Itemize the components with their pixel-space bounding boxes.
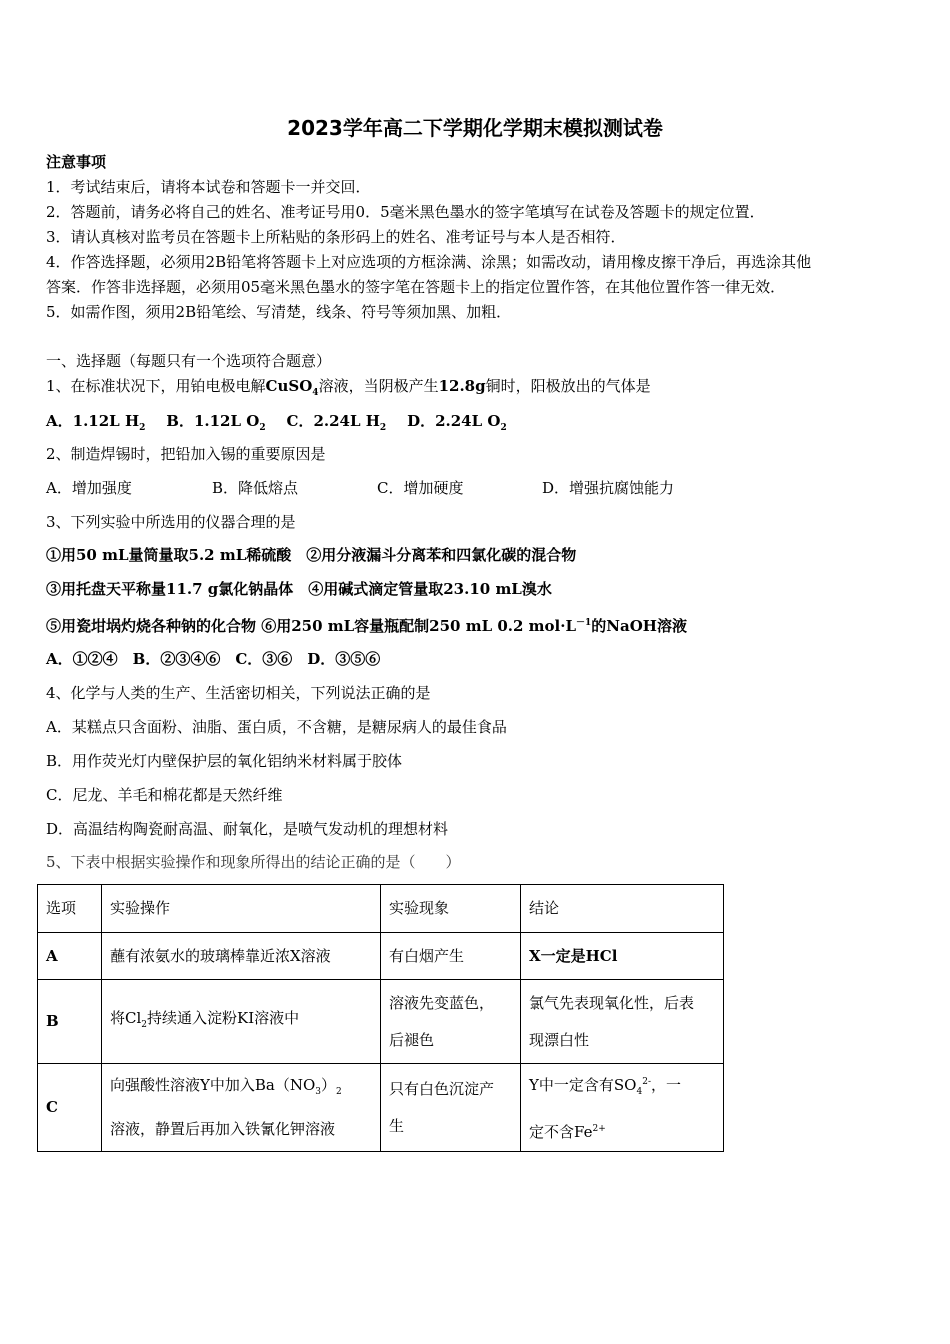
question-3-line: ⑤用瓷坩埚灼烧各种钠的化合物 ⑥用250 mL容量瓶配制250 mL 0.2 $mol\cdot L^{-1}$的NaOH溶液 — [46, 617, 687, 635]
table-cell: Y中一定含有$SO_4^{2-}$，一 定不含$Fe^{2+}$ — [521, 1064, 724, 1152]
section-heading: 一、选择题（每题只有一个选项符合题意） — [46, 352, 332, 370]
question-3-line: ③用托盘天平称量11.7 g氯化钠晶体 ④用碱式滴定管量取23.10 mL溴水 — [46, 580, 552, 598]
table-row — [38, 980, 724, 1064]
question-2-stem: 2、制造焊锡时，把铅加入锡的重要原因是 — [46, 445, 326, 463]
question-1-options: A．1.12L $H_2$ B．1.12L $O_2$ C．2.24L $H_2$ D．2.24L $O_2$ — [46, 412, 507, 433]
notice-heading: 注意事项 — [46, 153, 107, 171]
question-3-line: ①用50 mL量筒量取5.2 mL稀硫酸 ②用分液漏斗分离苯和四氯化碳的混合物 — [46, 546, 577, 564]
table-cell: 氯气先表现氧化性，后表 现漂白性 — [521, 980, 724, 1064]
question-4-option: C．尼龙、羊毛和棉花都是天然纤维 — [46, 786, 283, 804]
table-cell: A — [38, 933, 102, 980]
table-header-row — [38, 885, 724, 933]
notice-item: 1．考试结束后，请将本试卷和答题卡一并交回． — [46, 178, 371, 196]
table-cell: C — [38, 1064, 102, 1152]
question-5-stem: 5、下表中根据实验操作和现象所得出的结论正确的是（ ） — [46, 853, 461, 871]
notice-item: 答案．作答非选择题，必须用05毫米黑色墨水的签字笔在答题卡上的指定位置作答，在其他位置作答一律无效． — [46, 278, 786, 296]
notice-item: 2．答题前，请务必将自己的姓名、准考证号用0．5毫米黑色墨水的签字笔填写在试卷及答题卡的规定位置． — [46, 203, 765, 221]
notice-item: 4．作答选择题，必须用2B铅笔将答题卡上对应选项的方框涂满、涂黑；如需改动，请用橡皮擦干净后，再选涂其他 — [46, 253, 812, 271]
notice-item: 3．请认真核对监考员在答题卡上所粘贴的条形码上的姓名、准考证号与本人是否相符． — [46, 228, 626, 246]
question-2-option: C．增加硬度 — [377, 479, 464, 497]
page-title: 2023学年高二下学期化学期末模拟测试卷 — [287, 116, 663, 140]
table-header-cell: 实验操作 — [102, 885, 381, 933]
table-cell: 将$Cl_2$持续通入淀粉KI溶液中 — [102, 980, 381, 1064]
notice-item: 5．如需作图，须用2B铅笔绘、写清楚，线条、符号等须加黑、加粗． — [46, 303, 512, 321]
table-header-cell: 选项 — [38, 885, 102, 933]
question-2-option: B．降低熔点 — [212, 479, 299, 497]
question-4-option: D．高温结构陶瓷耐高温、耐氧化，是喷气发动机的理想材料 — [46, 820, 449, 838]
table-cell: 蘸有浓氨水的玻璃棒靠近浓X溶液 — [102, 933, 381, 980]
question-2-option: D．增强抗腐蚀能力 — [542, 479, 675, 497]
question-4-stem: 4、化学与人类的生产、生活密切相关，下列说法正确的是 — [46, 684, 431, 702]
question-4-option: B．用作荧光灯内壁保护层的氧化铝纳米材料属于胶体 — [46, 752, 403, 770]
table-cell: 只有白色沉淀产 生 — [381, 1064, 521, 1152]
question-3-stem: 3、下列实验中所选用的仪器合理的是 — [46, 513, 296, 531]
table-header-cell: 结论 — [521, 885, 724, 933]
table-header-cell: 实验现象 — [381, 885, 521, 933]
table-cell: 有白烟产生 — [381, 933, 521, 980]
question-1-stem: 1、在标准状况下，用铂电极电解CuSO$_4$溶液，当阴极产生12.8g铜时，阳极放出的气体是 — [46, 377, 651, 398]
question-2-option: A．增加强度 — [46, 479, 132, 497]
table-cell: 溶液先变蓝色， 后褪色 — [381, 980, 521, 1064]
table-row — [38, 1064, 724, 1152]
table-row — [38, 933, 724, 980]
results-table — [37, 884, 724, 1152]
table-cell: 向强酸性溶液Y中加入$Ba(NO_3)_2$ 溶液，静置后再加入铁氰化钾溶液 — [102, 1064, 381, 1152]
table-cell: X一定是HCl — [521, 933, 724, 980]
question-4-option: A．某糕点只含面粉、油脂、蛋白质，不含糖，是糖尿病人的最佳食品 — [46, 718, 507, 736]
question-3-options: A．①②④ B．②③④⑥ C．③⑥ D．③⑤⑥ — [46, 650, 381, 668]
table-cell: B — [38, 980, 102, 1064]
